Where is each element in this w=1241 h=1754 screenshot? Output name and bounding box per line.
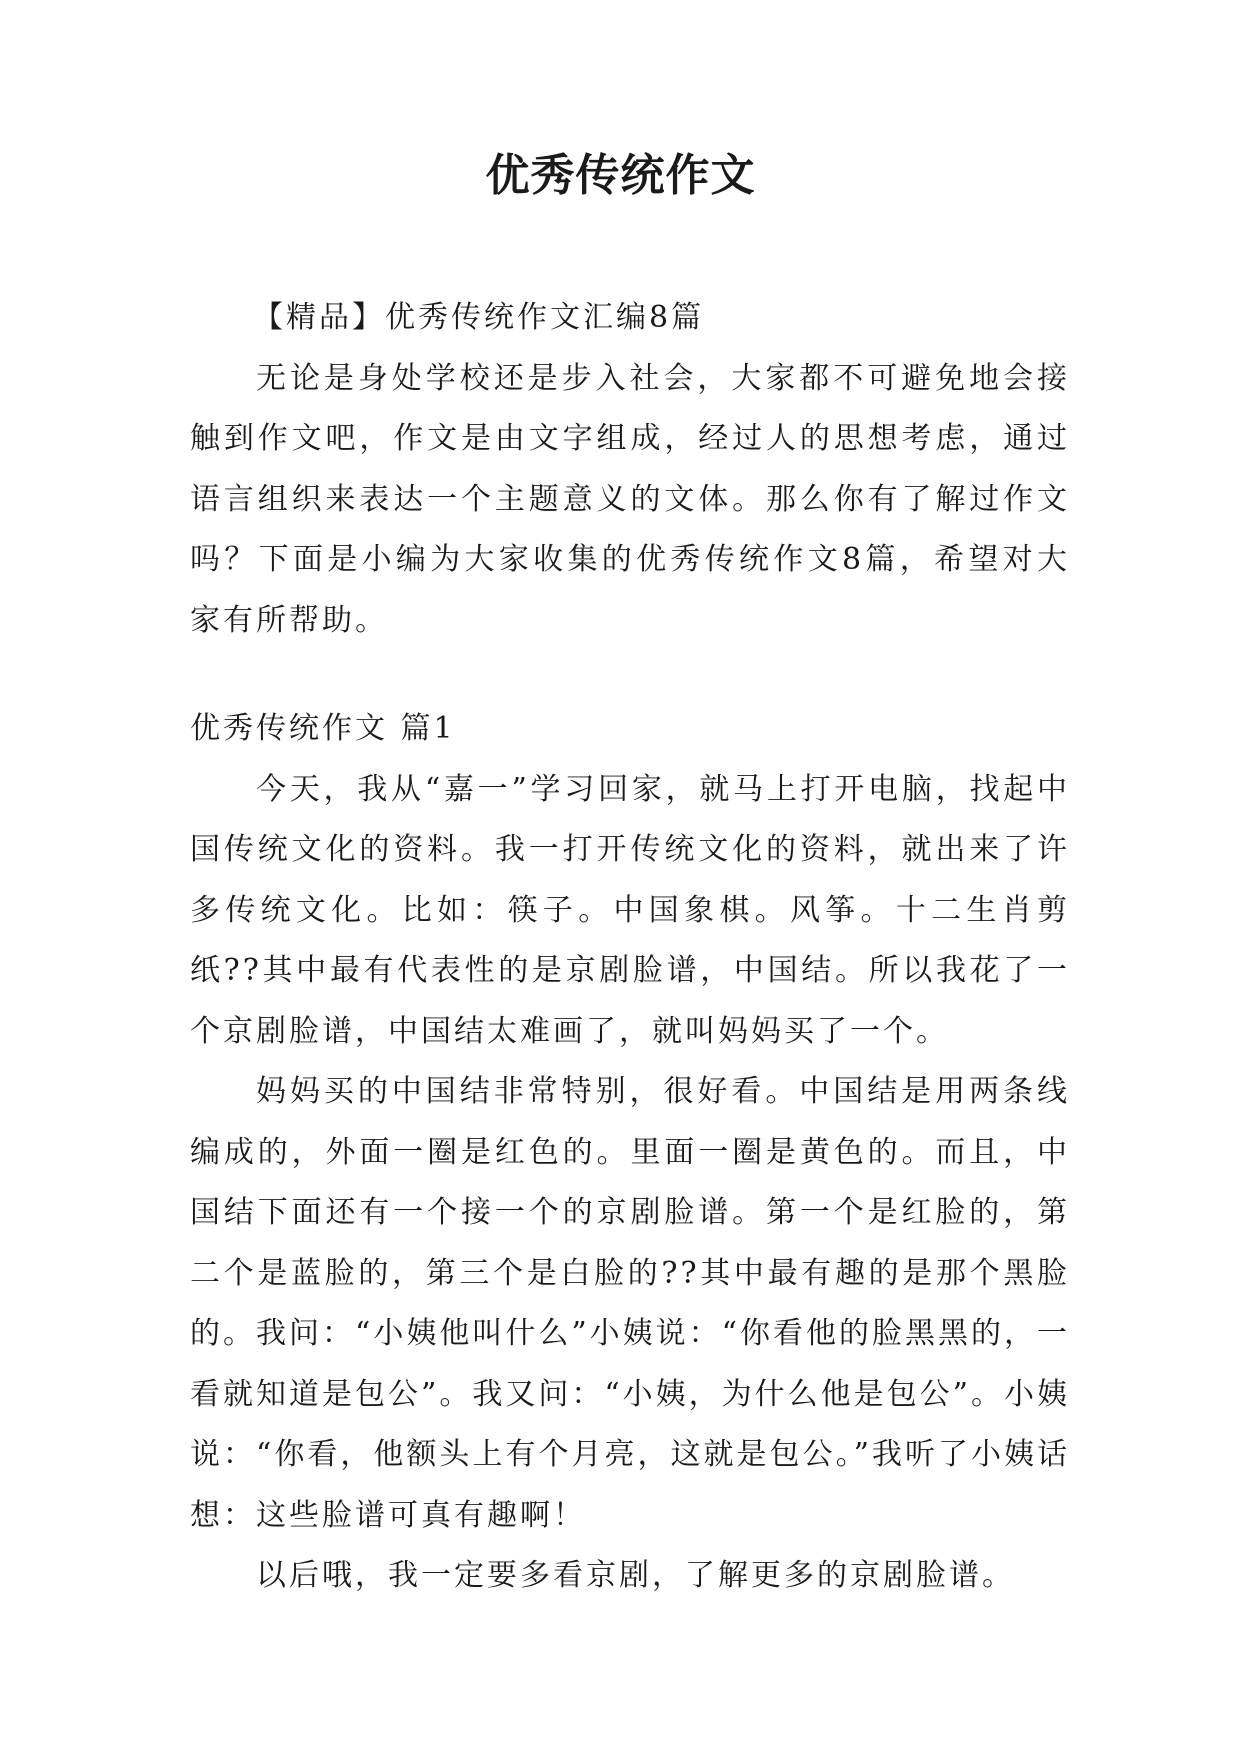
- section-heading: 优秀传统作文 篇1: [190, 711, 456, 746]
- intro-paragraph: 无论是身处学校还是步入社会，大家都不可避免地会接触到作文吧，作文是由文字组成，经过人的思想考虑，通过语言组织来表达一个主题意义的文体。那么你有了解过作文吗？下面是小编为大家收集的优秀传统作文8篇，希望对大家有所帮助。: [190, 360, 1070, 638]
- document-subtitle: 【精品】优秀传统作文汇编8篇: [253, 300, 705, 335]
- section-paragraph: 妈妈买的中国结非常特别，很好看。中国结是用两条线编成的，外面一圈是红色的。里面一圈是黄色的。而且，中国结下面还有一个接一个的京剧脸谱。第一个是红脸的，第二个是蓝脸的，第三个是白脸的??其中最有趣的是那个黑脸的。我问：“小姨他叫什么”小姨说：“你看他的脸黑黑的，一看就知道是包公”。我又问：“小姨，为什么他是包公”。小姨说：“你看，他额头上有个月亮，这就是包公。”我听了小姨话想：这些脸谱可真有趣啊！: [190, 1074, 1071, 1533]
- document-title: 优秀传统作文: [485, 150, 756, 201]
- section-paragraph: 以后哦，我一定要多看京剧，了解更多的京剧脸谱。: [256, 1558, 1015, 1593]
- section-spacer: [190, 651, 1070, 699]
- section-paragraph: 今天，我从“嘉一”学习回家，就马上打开电脑，找起中国传统文化的资料。我一打开传统文化的资料，就出来了许多传统文化。比如：筷子。中国象棋。风筝。十二生肖剪纸??其中最有代表性的是京剧脸谱，中国结。所以我花了一个京剧脸谱，中国结太难画了，就叫妈妈买了一个。: [190, 771, 1070, 1049]
- document-body: [190, 288, 1070, 1607]
